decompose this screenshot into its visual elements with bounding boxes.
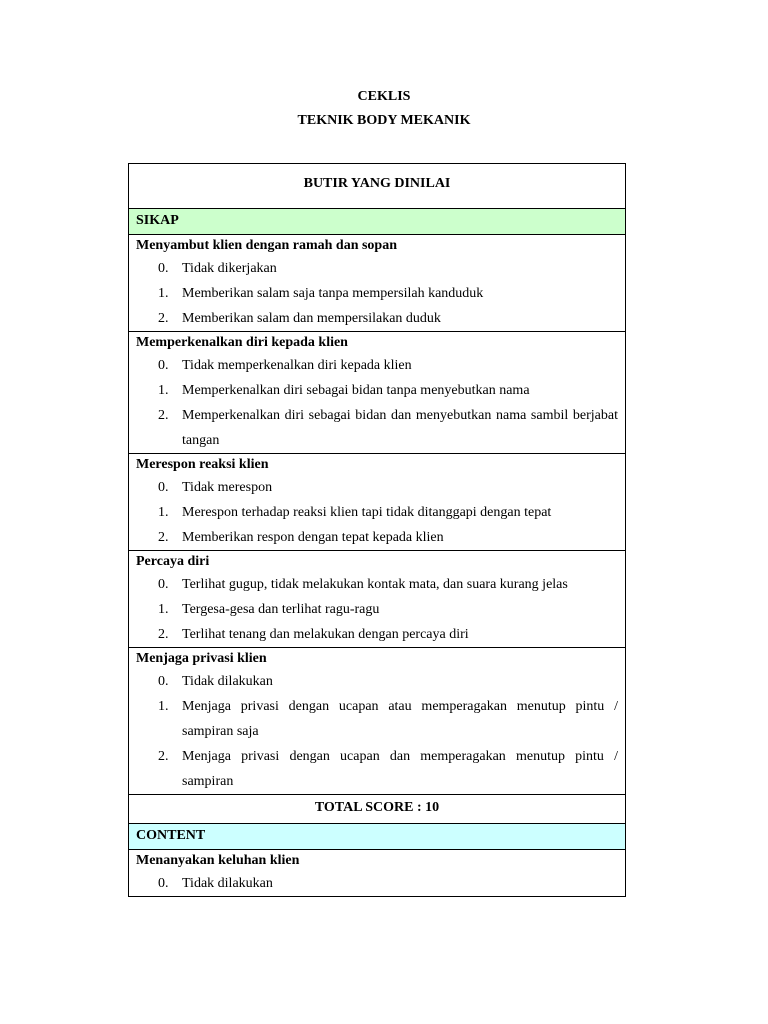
section-heading: CONTENT	[129, 824, 626, 850]
score-options	[136, 256, 618, 331]
table-header-row	[129, 164, 626, 209]
score-number: 0.	[158, 261, 169, 276]
criterion-cell	[129, 235, 626, 332]
score-number: 0.	[158, 876, 169, 891]
score-number: 1.	[158, 383, 169, 398]
total-row	[129, 795, 626, 824]
score-options	[136, 572, 618, 647]
criterion-title: Percaya diri	[136, 554, 210, 569]
criterion-cell	[129, 551, 626, 648]
score-option	[136, 622, 618, 647]
total-score: TOTAL SCORE : 10	[129, 795, 626, 824]
score-number: 1.	[158, 699, 169, 714]
criterion-row	[129, 454, 626, 551]
score-description: Memperkenalkan diri sebagai bidan dan menyebutkan nama sambil berjabat tangan	[182, 408, 618, 448]
section-row	[129, 209, 626, 235]
score-description: Menjaga privasi dengan ucapan dan memperagakan menutup pintu / sampiran	[182, 749, 618, 789]
score-number: 1.	[158, 505, 169, 520]
score-description: Terlihat gugup, tidak melakukan kontak mata, dan suara kurang jelas	[182, 577, 568, 592]
score-description: Tidak memperkenalkan diri kepada klien	[182, 358, 412, 373]
score-description: Tergesa-gesa dan terlihat ragu-ragu	[182, 602, 380, 617]
score-description: Memperkenalkan diri sebagai bidan tanpa menyebutkan nama	[182, 383, 530, 398]
score-description: Merespon terhadap reaksi klien tapi tidak ditanggapi dengan tepat	[182, 505, 552, 520]
document-subtitle: TEKNIK BODY MEKANIK	[297, 113, 471, 128]
score-option	[136, 572, 618, 597]
score-number: 0.	[158, 674, 169, 689]
score-options	[136, 353, 618, 453]
score-description: Tidak merespon	[182, 480, 273, 495]
checklist-table	[128, 163, 626, 897]
score-number: 1.	[158, 602, 169, 617]
score-options	[136, 669, 618, 794]
criterion-row	[129, 850, 626, 897]
score-option	[136, 744, 618, 794]
section-heading: SIKAP	[129, 209, 626, 235]
score-number: 2.	[158, 749, 169, 764]
score-option	[136, 475, 618, 500]
criterion-row	[129, 648, 626, 795]
score-number: 2.	[158, 311, 169, 326]
score-option	[136, 256, 618, 281]
score-description: Memberikan salam saja tanpa mempersilah kanduduk	[182, 286, 484, 301]
criterion-title: Menyambut klien dengan ramah dan sopan	[136, 238, 398, 253]
score-option	[136, 353, 618, 378]
score-options	[136, 871, 618, 896]
score-number: 2.	[158, 627, 169, 642]
score-option	[136, 597, 618, 622]
criterion-row	[129, 551, 626, 648]
table-header: BUTIR YANG DINILAI	[129, 164, 626, 209]
score-number: 0.	[158, 577, 169, 592]
score-description: Memberikan respon dengan tepat kepada klien	[182, 530, 444, 545]
criterion-title: Menanyakan keluhan klien	[136, 853, 300, 868]
criterion-title: Merespon reaksi klien	[136, 457, 269, 472]
score-number: 0.	[158, 358, 169, 373]
score-option	[136, 403, 618, 453]
score-option	[136, 306, 618, 331]
score-number: 2.	[158, 530, 169, 545]
score-description: Tidak dilakukan	[182, 674, 273, 689]
criterion-row	[129, 235, 626, 332]
criterion-cell	[129, 332, 626, 454]
score-option	[136, 871, 618, 896]
score-options	[136, 475, 618, 550]
score-description: Menjaga privasi dengan ucapan atau memperagakan menutup pintu / sampiran saja	[182, 699, 618, 739]
score-option	[136, 281, 618, 306]
score-option	[136, 500, 618, 525]
score-number: 1.	[158, 286, 169, 301]
score-description: Tidak dilakukan	[182, 876, 273, 891]
score-description: Tidak dikerjakan	[182, 261, 277, 276]
score-option	[136, 378, 618, 403]
score-option	[136, 694, 618, 744]
score-option	[136, 669, 618, 694]
criterion-title: Menjaga privasi klien	[136, 651, 267, 666]
score-description: Memberikan salam dan mempersilakan duduk	[182, 311, 441, 326]
score-number: 2.	[158, 408, 169, 423]
criterion-row	[129, 332, 626, 454]
criterion-title: Memperkenalkan diri kepada klien	[136, 335, 348, 350]
score-number: 0.	[158, 480, 169, 495]
document-title: CEKLIS	[357, 89, 411, 104]
criterion-cell	[129, 850, 626, 897]
score-option	[136, 525, 618, 550]
score-description: Terlihat tenang dan melakukan dengan percaya diri	[182, 627, 469, 642]
criterion-cell	[129, 648, 626, 795]
criterion-cell	[129, 454, 626, 551]
section-row	[129, 824, 626, 850]
